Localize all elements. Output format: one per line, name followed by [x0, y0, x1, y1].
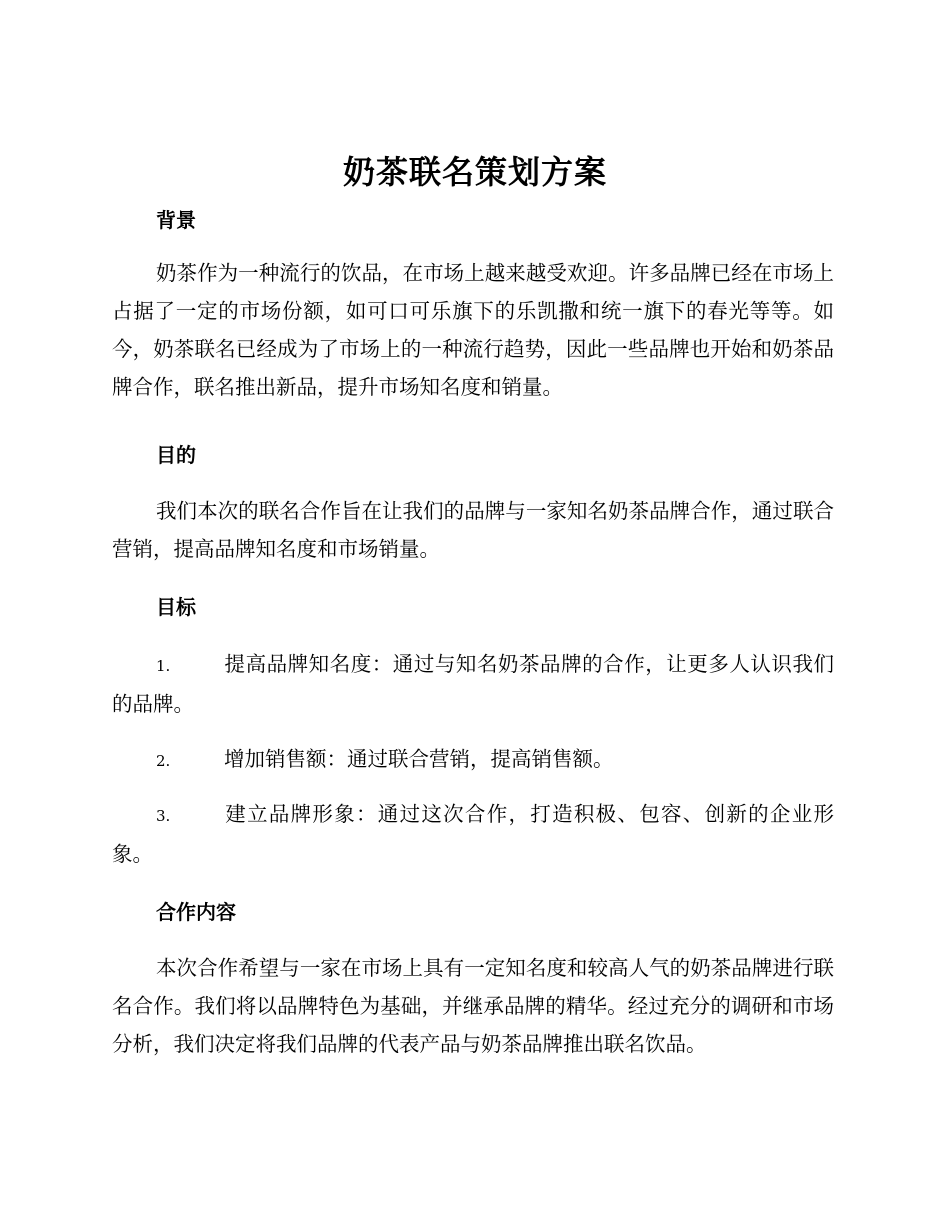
section-heading-goals: 目标	[156, 595, 196, 619]
goal-list-item	[112, 740, 834, 780]
section-heading-purpose: 目的	[156, 443, 196, 467]
list-number: 2.	[156, 752, 171, 770]
section-paragraph-purpose: 我们本次的联名合作旨在让我们的品牌与一家知名奶茶品牌合作，通过联合营销，提高品牌知名度和市场销量。	[112, 499, 834, 561]
section-heading-cooperation: 合作内容	[156, 900, 236, 924]
list-item-text: 提高品牌知名度：通过与知名奶茶品牌的合作，让更多人认识我们的品牌。	[112, 652, 834, 716]
list-item-text: 增加销售额：通过联合营销，提高销售额。	[224, 747, 614, 771]
list-number: 1.	[156, 657, 171, 675]
list-number: 3.	[156, 807, 171, 825]
section-paragraph-background: 奶茶作为一种流行的饮品，在市场上越来越受欢迎。许多品牌已经在市场上占据了一定的市场份额，如可口可乐旗下的乐凯撒和统一旗下的春光等等。如今，奶茶联名已经成为了市场上的一种流行趋势，因此一些品牌也开始和奶茶品牌合作，联名推出新品，提升市场知名度和销量。	[112, 261, 834, 399]
goal-list-item	[112, 645, 834, 723]
document-title: 奶茶联名策划方案	[342, 153, 607, 191]
list-item-text: 建立品牌形象：通过这次合作，打造积极、包容、创新的企业形象。	[112, 802, 834, 866]
goal-list-item	[112, 795, 834, 873]
section-paragraph-cooperation: 本次合作希望与一家在市场上具有一定知名度和较高人气的奶茶品牌进行联名合作。我们将以品牌特色为基础，并继承品牌的精华。经过充分的调研和市场分析，我们决定将我们品牌的代表产品与奶茶品牌推出联名饮品。	[112, 956, 834, 1056]
section-heading-background: 背景	[156, 208, 196, 232]
